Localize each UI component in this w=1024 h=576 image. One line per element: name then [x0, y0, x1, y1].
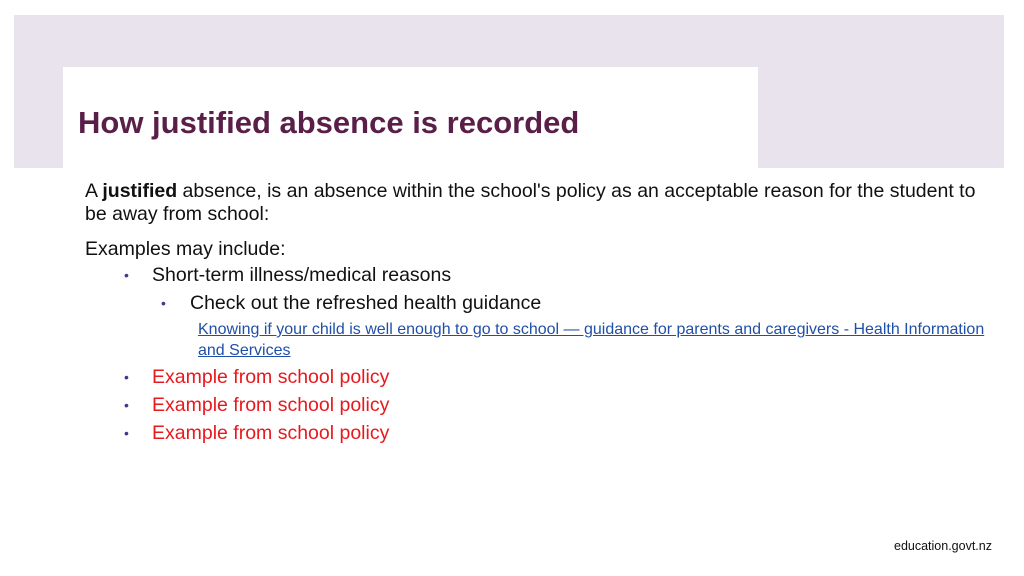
intro-bold-word: justified [102, 180, 178, 202]
intro-prefix: A [85, 180, 103, 202]
intro-paragraph [85, 180, 985, 226]
list-item-text: Example from school policy [152, 366, 390, 388]
slide-title: How justified absence is recorded [78, 105, 580, 140]
intro-rest: absence, is an absence within the school's policy as an acceptable reason for the student to be away from school: [85, 180, 976, 225]
list-item [85, 289, 985, 317]
list-item-text: Check out the refreshed health guidance [190, 292, 542, 314]
list-item-text: Example from school policy [152, 394, 390, 416]
bullet-icon: • [124, 397, 129, 413]
list-item-text: Example from school policy [152, 422, 390, 444]
list-item [85, 419, 985, 447]
bullet-icon: • [124, 369, 129, 385]
bullet-icon: • [124, 425, 129, 441]
health-guidance-link[interactable]: Knowing if your child is well enough to go to school — guidance for parents and caregivers - Health Information and Services [198, 321, 985, 359]
footer-url: education.govt.nz [894, 539, 992, 553]
list-item-text: Short-term illness/medical reasons [152, 264, 452, 286]
list-item [85, 261, 985, 289]
bullet-icon: • [124, 267, 129, 283]
bullet-icon: • [161, 295, 166, 311]
slide-body [85, 180, 985, 447]
link-row [85, 319, 985, 361]
examples-list [85, 261, 985, 447]
list-item [85, 391, 985, 419]
list-item [85, 363, 985, 391]
examples-heading: Examples may include: [85, 238, 286, 260]
